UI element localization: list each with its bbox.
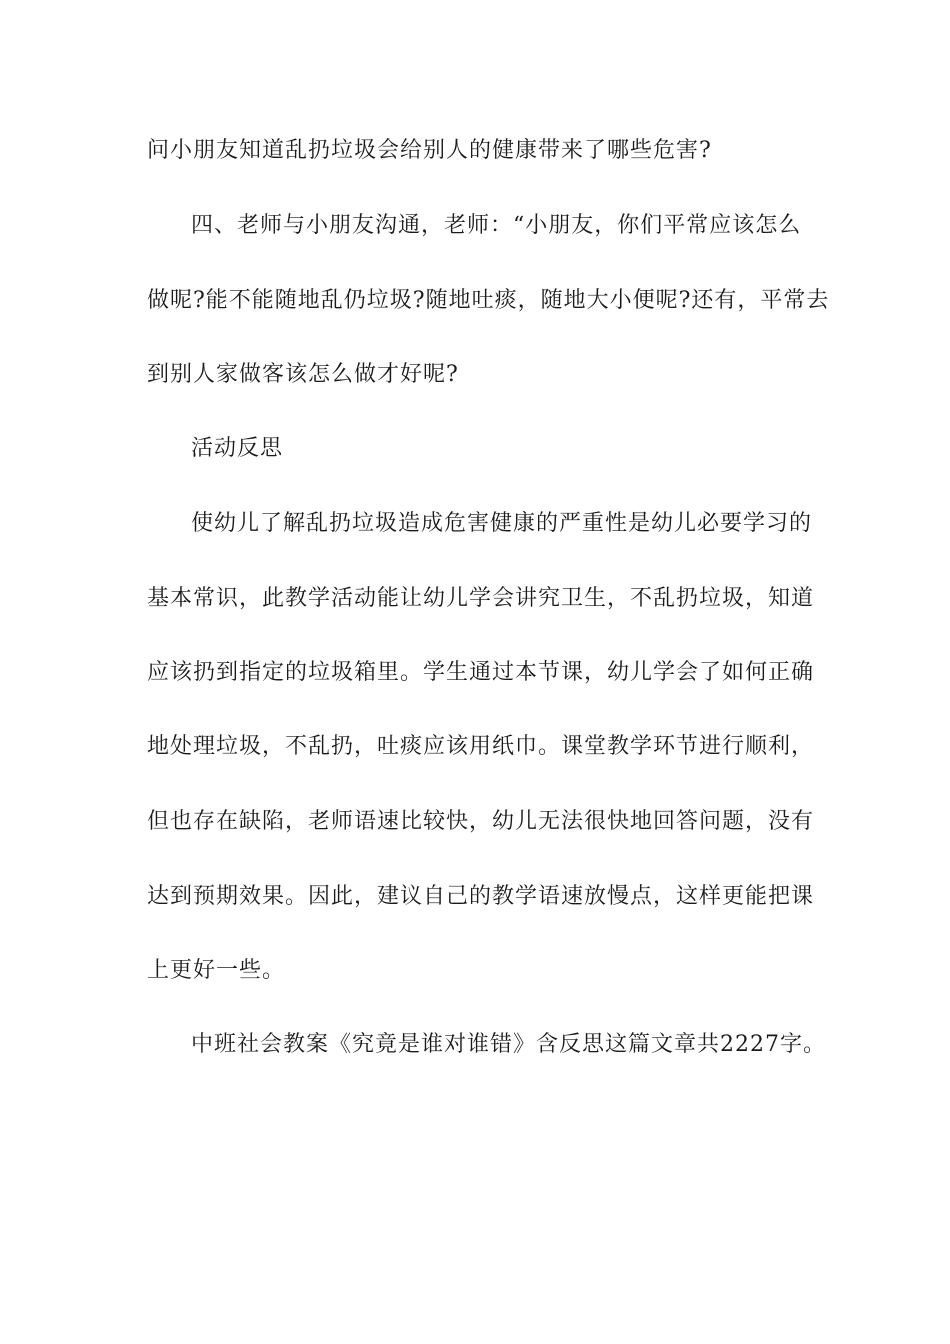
text-line-4: 到别人家做客该怎么做才好呢?	[147, 362, 459, 387]
text-line-6: 使幼儿了解乱扔垃圾造成危害健康的严重性是幼儿必要学习的	[191, 511, 813, 536]
text-line-11: 达到预期效果。因此，建议自己的教学语速放慢点，这样更能把课	[147, 884, 815, 909]
section-heading-reflection: 活动反思	[191, 436, 284, 461]
article-summary-line: 中班社会教案《究竟是谁对谁错》含反思这篇文章共2227字。	[191, 1032, 826, 1057]
text-line-8: 应该扔到指定的垃圾箱里。学生通过本节课，幼儿学会了如何正确	[147, 660, 815, 685]
text-line-3: 做呢?能不能随地乱仍垃圾?随地吐痰，随地大小便呢?还有，平常去	[147, 288, 830, 313]
text-line-10: 但也存在缺陷，老师语速比较快，幼儿无法很快地回答问题，没有	[147, 809, 815, 834]
text-line-9: 地处理垃圾，不乱扔，吐痰应该用纸巾。课堂教学环节进行顺利，	[147, 734, 815, 759]
text-line-1: 问小朋友知道乱扔垃圾会给别人的健康带来了哪些危害?	[147, 138, 712, 163]
text-line-7: 基本常识，此教学活动能让幼儿学会讲究卫生，不乱扔垃圾，知道	[147, 586, 815, 611]
text-line-2: 四、老师与小朋友沟通，老师：“小朋友，你们平常应该怎么	[191, 213, 802, 238]
text-line-12: 上更好一些。	[147, 958, 286, 983]
